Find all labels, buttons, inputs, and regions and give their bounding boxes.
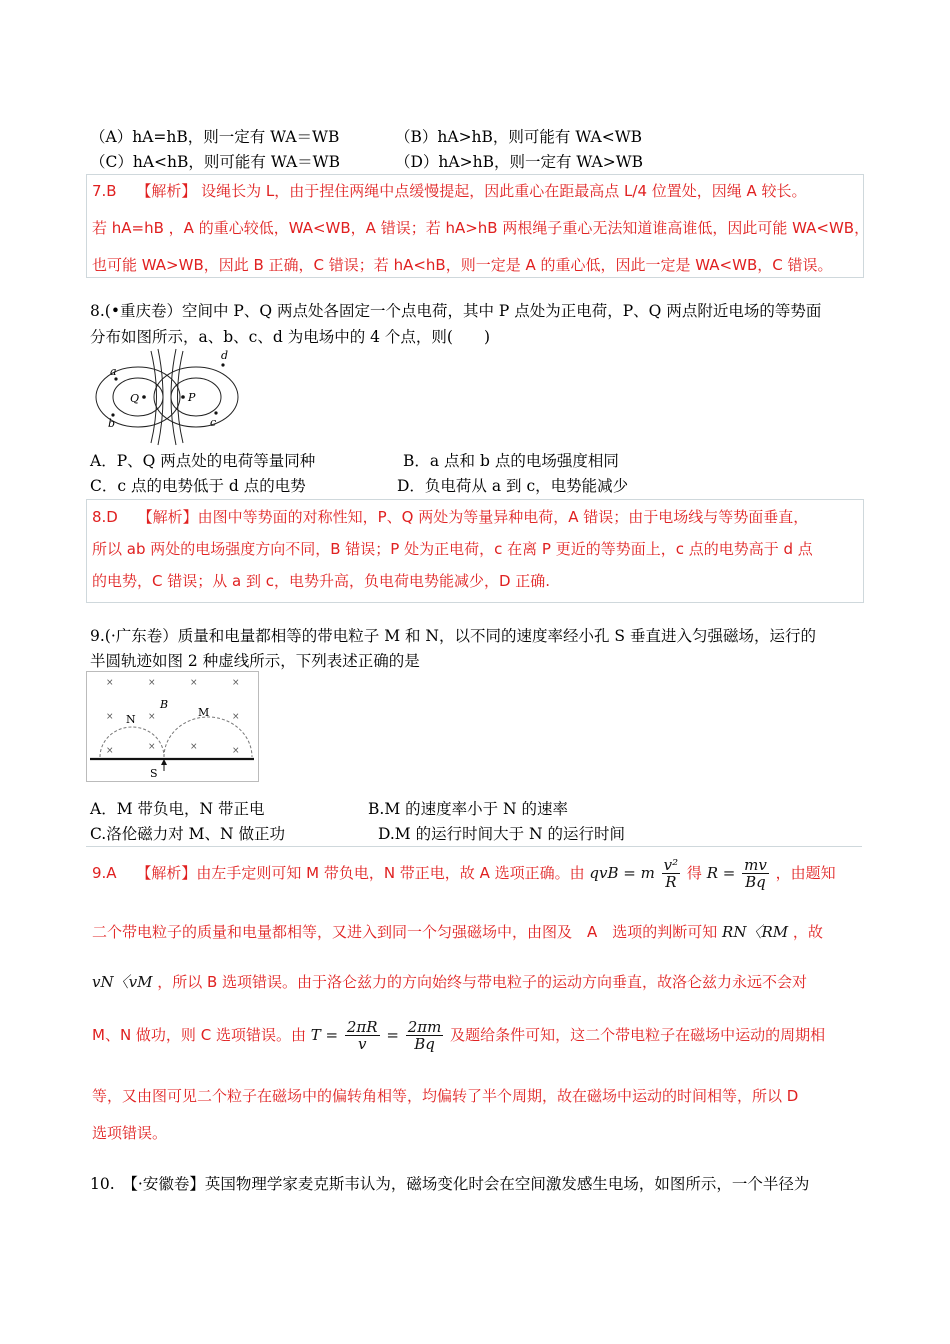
svg-text:×: × — [148, 678, 156, 688]
q8-stem-line-2: 分布如图所示，a、b、c、d 为电场中的 4 个点，则( ) — [90, 328, 491, 346]
q9-answer-rule — [86, 846, 862, 847]
q8-label-b: b — [108, 417, 116, 430]
q8-label-d: d — [221, 349, 229, 362]
q8-label-p: P — [188, 391, 196, 404]
q8-option-d: D．负电荷从 a 到 c，电势能减少 — [397, 477, 629, 495]
q8-label-a: a — [110, 365, 117, 378]
q9-magnetic-field-figure — [86, 671, 259, 782]
svg-text:×: × — [148, 742, 156, 752]
svg-text:×: × — [106, 712, 114, 722]
q9-option-b: B.M 的速度率小于 N 的速率 — [368, 800, 569, 818]
q9-label-b: B — [160, 698, 169, 711]
q8-label-c: c — [210, 416, 217, 429]
q9-answer-line-1: 9.A 【解析】由左手定则可知 M 带负电，N 带正电，故 A 选项正确。由 qvB = m $\frac{\text{v²}}{R}$ 得 R = $\frac{mv}{Bq}$ ，由题知 — [92, 856, 836, 891]
q7-answer-line-2: 若 hA=hB ，A 的重心较低，WA<WB，A 错误；若 hA>hB 两根绳子重心无法知道谁高谁低，因此可能 WA<WB， — [92, 219, 870, 237]
q8-charge-p-dot — [181, 395, 185, 399]
q8-charge-q-dot — [142, 395, 146, 399]
q7-option-d: （D）hA>hB，则一定有 WA>WB — [395, 153, 644, 171]
q10-stem-line-1: 10. 【·安徽卷】英国物理学家麦克斯韦认为，磁场变化时会在空间激发感生电场，如图所示，一个半径为 — [90, 1175, 810, 1193]
svg-text:×: × — [232, 678, 240, 688]
q8-option-a: A．P、Q 两点处的电荷等量同种 — [90, 452, 316, 470]
q9-option-c: C.洛伦磁力对 M、N 做正功 — [90, 825, 286, 843]
q7-answer-line-3: 也可能 WA>WB，因此 B 正确，C 错误；若 hA<hB，则一定是 A 的重心低，因此一定是 WA<WB，C 错误。 — [92, 256, 833, 274]
q9-label-m: M — [198, 706, 210, 719]
svg-text:×: × — [106, 746, 114, 756]
q9-answer-line-6: 选项错误。 — [92, 1124, 168, 1142]
q8-option-b: B．a 点和 b 点的电场强度相同 — [403, 452, 619, 470]
q7-option-c: （C）hA<hB，则可能有 WA＝WB — [90, 153, 340, 171]
q9-stem-line-2: 半圆轨迹如图 2 种虚线所示，下列表述正确的是 — [90, 652, 420, 670]
svg-text:×: × — [190, 742, 198, 752]
q7-option-b: （B）hA>hB，则可能有 WA<WB — [395, 128, 643, 146]
q8-answer-line-2: 所以 ab 两处的电场强度方向不同，B 错误；P 处为正电荷，c 在离 P 更近的等势面上，c 点的电势高于 d 点 — [92, 540, 813, 558]
q8-equipotential-figure — [86, 347, 248, 447]
q9-option-d: D.M 的运行时间大于 N 的运行时间 — [378, 825, 626, 843]
q8-label-q: Q — [130, 392, 140, 405]
q7-option-a: （A）hA=hB，则一定有 WA＝WB — [90, 128, 340, 146]
q9-answer-line-3: vN〈vM ，所以 B 选项错误。由于洛仑兹力的方向始终与带电粒子的运动方向垂直，故洛仑兹力永远不会对 — [92, 973, 808, 991]
q9-answer-line-4: M、N 做功，则 C 选项错误。由 T = $\frac{2\pi R}{v}$ = $\frac{2\pi m}{Bq}$ 及题给条件可知，这二个带电粒子在磁场中运动的周期相 — [92, 1018, 826, 1053]
q9-label-n: N — [126, 713, 136, 726]
q8-stem-line-1: 8.(•重庆卷）空间中 P、Q 两点处各固定一个点电荷，其中 P 点处为正电荷，P、Q 两点附近电场的等势面 — [90, 302, 822, 320]
svg-text:×: × — [232, 712, 240, 722]
q9-answer-line-2: 二个带电粒子的质量和电量都相等，又进入到同一个匀强磁场中，由图及 A 选项的判断可知 RN〈RM ，故 — [92, 923, 823, 941]
q8-answer-line-3: 的电势，C 错误；从 a 到 c，电势升高，负电荷电势能减少，D 正确. — [92, 572, 551, 590]
svg-text:×: × — [232, 746, 240, 756]
q8-option-c: C．c 点的电势低于 d 点的电势 — [90, 477, 306, 495]
q9-label-s: S — [150, 767, 158, 780]
q9-stem-line-1: 9.(·广东卷）质量和电量都相等的带电粒子 M 和 N，以不同的速度率经小孔 S 垂直进入匀强磁场，运行的 — [90, 627, 816, 645]
svg-text:×: × — [148, 712, 156, 722]
svg-text:×: × — [190, 678, 198, 688]
q9-answer-line-5: 等，又由图可见二个粒子在磁场中的偏转角相等，均偏转了半个周期，故在磁场中运动的时间相等，所以 D — [92, 1087, 799, 1105]
q9-option-a: A．M 带负电，N 带正电 — [90, 800, 265, 818]
svg-text:×: × — [106, 678, 114, 688]
q7-answer-line-1: 7.B 【解析】 设绳长为 L，由于捏住两绳中点缓慢提起，因此重心在距最高点 L/4 位置处，因绳 A 较长。 — [92, 182, 807, 200]
q8-answer-line-1: 8.D 【解析】由图中等势面的对称性知，P、Q 两处为等量异种电荷，A 错误；由于电场线与等势面垂直， — [92, 508, 809, 526]
